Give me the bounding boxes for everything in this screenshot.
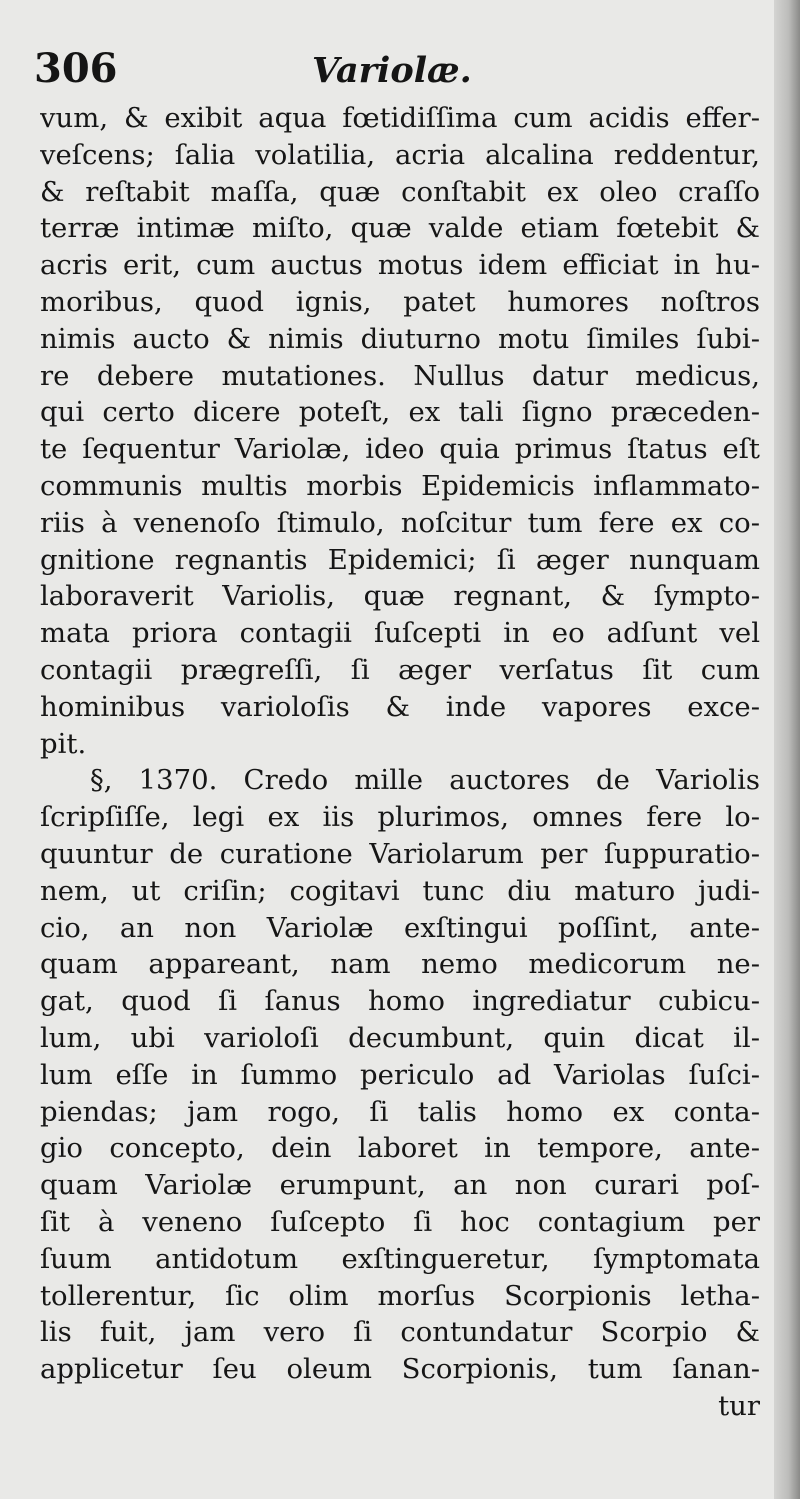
- text-line: contagii prægreſſi, ſi æger verſatus ſit cum: [40, 653, 760, 686]
- text-line: lis fuit, jam vero ſi contundatur Scorpio &: [40, 1316, 760, 1349]
- page-edge-shadow: [774, 0, 800, 1499]
- text-line: quuntur de curatione Variolarum per ſuppuratio-: [40, 837, 760, 870]
- text-line: nimis aucto & nimis diuturno motu ſimiles ſubi-: [40, 322, 760, 355]
- text-line: quam Variolæ erumpunt, an non curari poſ-: [40, 1169, 760, 1202]
- text-line: ſcripſiſſe, legi ex iis plurimos, omnes fere lo-: [40, 801, 760, 834]
- text-line: acris erit, cum auctus motus idem efficiat in hu-: [40, 249, 760, 282]
- text-line: qui certo dicere poteſt, ex tali ſigno præceden-: [40, 396, 760, 429]
- text-line: cio, an non Variolæ exſtingui poſſint, ante-: [40, 911, 760, 944]
- text-line: gio concepto, dein laboret in tempore, ante-: [40, 1132, 760, 1165]
- text-line: re debere mutationes. Nullus datur medicus,: [40, 359, 760, 392]
- text-line: lum eſſe in ſummo periculo ad Variolas ſuſci-: [40, 1058, 760, 1091]
- text-line: & reſtabit maſſa, quæ conſtabit ex oleo craſſo: [40, 175, 760, 208]
- text-line: hominibus varioloſis & inde vapores exce-: [40, 690, 760, 723]
- catchword-line: tur: [718, 1389, 760, 1422]
- text-line: applicetur ſeu oleum Scorpionis, tum ſanan-: [40, 1353, 760, 1386]
- text-line: nem, ut criſin; cogitavi tunc diu maturo judi-: [40, 874, 760, 907]
- text-line: gat, quod ſi ſanus homo ingrediatur cubicu-: [40, 985, 760, 1018]
- text-line: terræ intimæ miſto, quæ valde etiam fœtebit &: [40, 212, 760, 245]
- text-line: te ſequentur Variolæ, ideo quia primus ſtatus eſt: [40, 433, 760, 466]
- text-line: vum, & exibit aqua fœtidiſſima cum acidis effer-: [40, 102, 760, 134]
- text-line: veſcens; ſalia volatilia, acria alcalina reddentur,: [40, 138, 760, 171]
- text-line: tollerentur, ſic olim morſus Scorpionis letha-: [40, 1279, 760, 1312]
- text-line: ſit à veneno ſuſcepto ſi hoc contagium per: [40, 1205, 760, 1238]
- running-head: [34, 44, 754, 94]
- text-line: quam appareant, nam nemo medicorum ne-: [40, 948, 760, 981]
- text-line: moribus, quod ignis, patet humores noſtros: [40, 285, 760, 318]
- page-number: 306: [34, 45, 118, 92]
- text-line: riis à venenoſo ſtimulo, noſcitur tum fere ex co-: [40, 506, 760, 539]
- section-start-line: §, 1370. Credo mille auctores de Variolis: [90, 764, 760, 797]
- text-line: pit.: [40, 727, 87, 760]
- text-line: lum, ubi varioloſi decumbunt, quin dicat il-: [40, 1021, 760, 1054]
- text-line: gnitione regnantis Epidemici; ſi æger nunquam: [40, 543, 760, 576]
- text-line: communis multis morbis Epidemicis inflammato-: [40, 469, 760, 502]
- text-line: mata priora contagii ſuſcepti in eo adſunt vel: [40, 617, 760, 650]
- body-text: [40, 100, 760, 1425]
- text-line: ſuum antidotum exſtingueretur, ſymptomata: [40, 1242, 760, 1275]
- running-title: Variolæ.: [312, 50, 472, 91]
- text-line: piendas; jam rogo, ſi talis homo ex conta-: [40, 1095, 760, 1128]
- text-line: laboraverit Variolis, quæ regnant, & ſympto-: [40, 580, 760, 613]
